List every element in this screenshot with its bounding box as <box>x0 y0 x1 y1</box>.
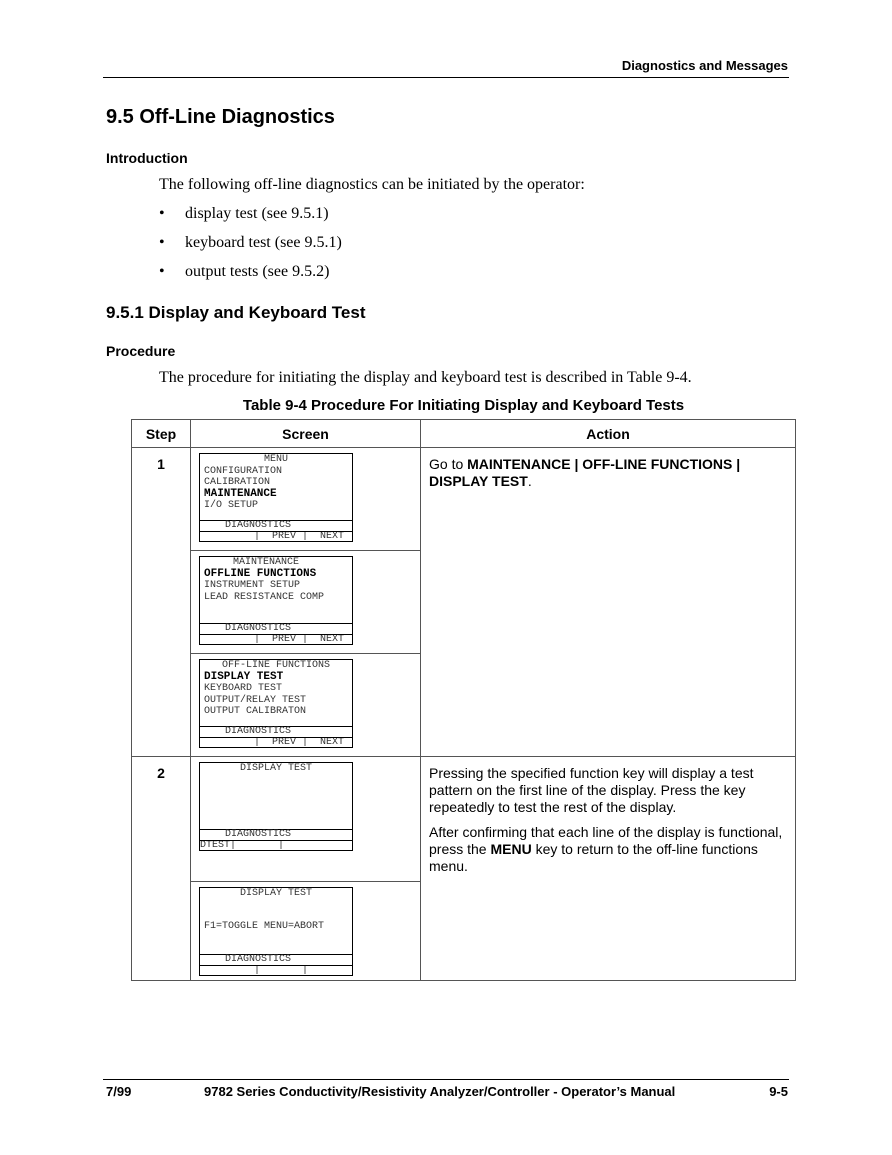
table-caption: Table 9-4 Procedure For Initiating Display and Keyboard Tests <box>242 397 685 414</box>
footer-date: 7/99 <box>106 1084 132 1099</box>
intro-heading: Introduction <box>106 150 188 166</box>
column-header-action: Action <box>421 420 796 448</box>
screen-cell <box>191 448 421 551</box>
lcd-line: MAINTENANCE <box>232 557 299 568</box>
action-cell <box>421 448 796 757</box>
lcd-softkey-row: | PREV | NEXT <box>200 737 352 747</box>
lcd-footer-label: DIAGNOSTICS <box>200 829 352 840</box>
action-paragraph: After confirming that each line of the display is functional, press the MENU key to return to the off-line functions menu. <box>429 824 783 874</box>
lcd-line: KEYBOARD TEST <box>204 683 283 694</box>
action-text <box>421 757 795 875</box>
procedure-table <box>131 419 796 981</box>
step-cell <box>132 757 191 981</box>
screen-cell <box>191 757 421 882</box>
lcd-line: LEAD RESISTANCE COMP <box>204 591 325 603</box>
lcd-screen-menu <box>199 453 353 542</box>
lcd-line: OFF-LINE FUNCTIONS <box>221 660 331 671</box>
lcd-screen-display-test <box>199 762 353 851</box>
lcd-footer-label: DIAGNOSTICS <box>200 954 352 965</box>
lcd-softkey-row: DTEST| | <box>200 840 352 850</box>
table-header-row <box>132 420 796 448</box>
action-cell <box>421 757 796 981</box>
step-cell <box>132 448 191 757</box>
footer-page-number: 9-5 <box>769 1084 788 1099</box>
lcd-line-highlighted: MAINTENANCE <box>204 487 277 500</box>
screen-cell <box>191 882 421 981</box>
section-title: 9.5 Off-Line Diagnostics <box>106 106 335 128</box>
table-row <box>132 757 796 882</box>
action-paragraph: Pressing the specified function key will display a test pattern on the first line of the display. Press the key repeatedly to test the rest of the display. <box>429 765 754 815</box>
procedure-text: The procedure for initiating the display and keyboard test is described in Table 9-4. <box>159 369 692 386</box>
procedure-heading: Procedure <box>106 343 176 359</box>
bullet-item: • display test (see 9.5.1) <box>159 205 329 222</box>
step-number: 1 <box>157 456 165 472</box>
lcd-footer-label: DIAGNOSTICS <box>200 520 352 531</box>
column-header-screen: Screen <box>191 420 421 448</box>
lcd-screen-offline-functions <box>199 659 353 748</box>
footer-rule <box>103 1079 789 1080</box>
screen-cell <box>191 551 421 654</box>
table-row <box>132 448 796 551</box>
footer-manual-title: 9782 Series Conductivity/Resistivity Analyzer/Controller - Operator’s Manual <box>204 1084 676 1099</box>
lcd-line: I/O SETUP <box>204 500 259 511</box>
running-header: Diagnostics and Messages <box>621 58 788 73</box>
lcd-line-highlighted: DISPLAY TEST <box>204 670 284 683</box>
lcd-line: OUTPUT CALIBRATON <box>204 706 307 717</box>
lcd-footer-label: DIAGNOSTICS <box>200 726 352 737</box>
screen-cell <box>191 654 421 757</box>
lcd-line: CONFIGURATION <box>204 465 283 477</box>
lcd-line: INSTRUMENT SETUP <box>204 580 301 591</box>
bullet-item: • keyboard test (see 9.5.1) <box>159 234 342 251</box>
lcd-line: OUTPUT/RELAY TEST <box>204 694 307 706</box>
lcd-softkey-row: | | <box>200 965 352 975</box>
lcd-footer-label: DIAGNOSTICS <box>200 623 352 634</box>
header-rule <box>103 77 789 78</box>
bullet-item: • output tests (see 9.5.2) <box>159 263 330 280</box>
lcd-screen-display-test-pattern <box>199 887 353 976</box>
action-text: Go to MAINTENANCE | OFF-LINE FUNCTIONS | DISPLAY TEST. <box>429 456 741 489</box>
intro-text: The following off-line diagnostics can be initiated by the operator: <box>159 176 585 193</box>
lcd-line: DISPLAY TEST <box>239 763 312 774</box>
lcd-screen-maintenance <box>199 556 353 645</box>
lcd-line: F1=TOGGLE MENU=ABORT <box>204 921 325 932</box>
step-number: 2 <box>157 765 165 781</box>
column-header-step: Step <box>132 420 191 448</box>
lcd-line: MENU <box>263 454 288 465</box>
lcd-line: CALIBRATION <box>204 477 271 488</box>
lcd-softkey-row: | PREV | NEXT <box>200 531 352 541</box>
subsection-title: 9.5.1 Display and Keyboard Test <box>106 303 366 322</box>
lcd-line-highlighted: OFFLINE FUNCTIONS <box>204 567 317 580</box>
lcd-softkey-row: | PREV | NEXT <box>200 634 352 644</box>
lcd-line: DISPLAY TEST <box>239 888 312 899</box>
